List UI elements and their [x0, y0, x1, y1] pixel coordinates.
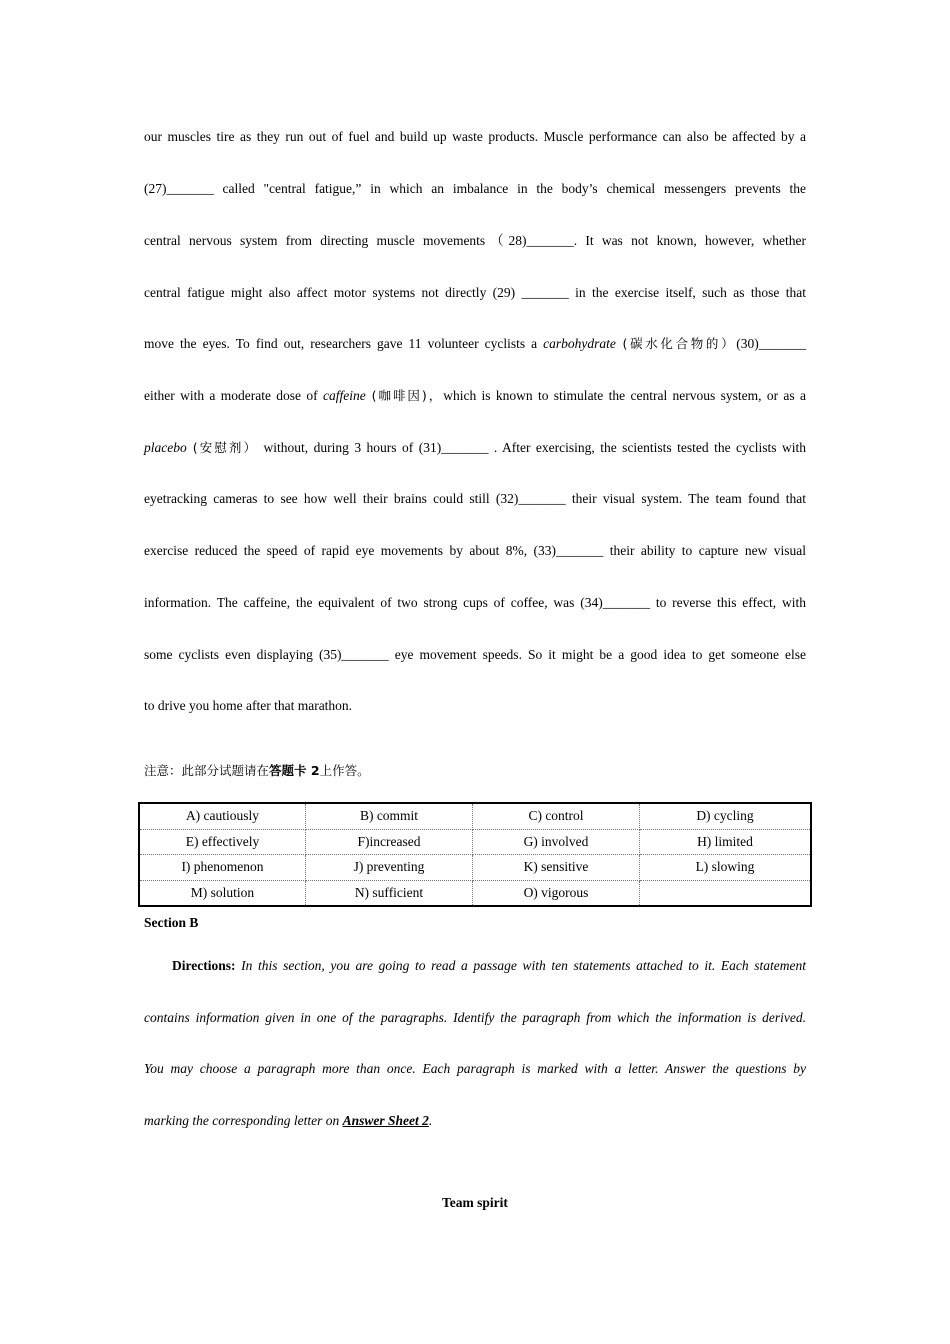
passage-line: to drive you home after that marathon.	[144, 698, 353, 713]
directions-label: Directions:	[172, 958, 236, 973]
word-option: L) slowing	[640, 855, 812, 881]
passage-line: central fatigue might also affect motor systems not directly (29) _______ in the exercise itself, such as those that	[144, 285, 806, 300]
passage-line: some cyclists even displaying (35)_______ eye movement speeds. So it might be a good idea to get someone else	[144, 647, 806, 662]
passage-line: information. The caffeine, the equivalent of two strong cups of coffee, was (34)_______ to reverse this effect, with	[144, 595, 806, 610]
directions-line	[144, 1112, 806, 1130]
chinese-gloss: (碳水化合物的）	[615, 336, 737, 351]
note-text: 上作答。	[319, 763, 370, 778]
passage-line: central nervous system from directing muscle movements（28)_______. It was not known, however, whether	[144, 233, 806, 248]
word-option: D) cycling	[640, 803, 812, 829]
passage-line	[144, 335, 806, 353]
passage-text: (30)_______	[736, 336, 806, 351]
word-option: K) sensitive	[473, 855, 640, 881]
directions-text: In this section, you are going to read a passage with ten statements attached to it. Each statement	[235, 958, 806, 973]
term-placebo: placebo	[144, 440, 187, 455]
table-row	[139, 855, 811, 881]
word-option: J) preventing	[306, 855, 473, 881]
section-heading: Section B	[144, 915, 199, 930]
passage-line: (27)_______ called "central fatigue,” in which an imbalance in the body’s chemical messengers prevents the	[144, 181, 806, 196]
passage-text: either with a moderate dose of	[144, 388, 318, 403]
word-option: I) phenomenon	[139, 855, 306, 881]
passage-text: without, during 3 hours of (31)_______ . After exercising, the scientists tested the cyclists with	[258, 440, 806, 455]
article-title: Team spirit	[442, 1195, 508, 1210]
directions-line	[144, 957, 806, 975]
passage-line: exercise reduced the speed of rapid eye movements by about 8%, (33)_______ their ability to capture new visual	[144, 543, 806, 558]
table-row	[139, 829, 811, 855]
word-option: N) sufficient	[306, 880, 473, 906]
table-row	[139, 803, 811, 829]
passage-line: eyetracking cameras to see how well their brains could still (32)_______ their visual system. The team found that	[144, 491, 806, 506]
passage-line: our muscles tire as they run out of fuel and build up waste products. Muscle performance can also be affected by a	[144, 129, 806, 144]
directions-text: .	[428, 1113, 433, 1128]
note-answer-card: 答题卡 2	[269, 763, 320, 778]
word-option: F)increased	[306, 829, 473, 855]
term-caffeine: caffeine	[322, 388, 366, 403]
word-bank-table	[138, 802, 812, 907]
word-option: C) control	[473, 803, 640, 829]
passage-text: move the eyes. To find out, researchers gave 11 volunteer cyclists a	[144, 336, 544, 351]
passage-line	[144, 439, 806, 457]
word-option: G) involved	[473, 829, 640, 855]
directions-text: marking the corresponding letter on	[144, 1113, 343, 1128]
word-option: E) effectively	[139, 829, 306, 855]
word-option-empty	[640, 880, 812, 906]
directions-line: You may choose a paragraph more than once. Each paragraph is marked with a letter. Answer the questions by	[144, 1061, 806, 1076]
answer-sheet-ref: Answer Sheet 2	[342, 1113, 429, 1128]
chinese-gloss: (咖啡因)，	[365, 388, 444, 403]
note-text: 注意：此部分试题请在	[144, 763, 270, 778]
passage-text: which is known to stimulate the central nervous system, or as a	[443, 388, 806, 403]
directions-line: contains information given in one of the paragraphs. Identify the paragraph from which the information is derived.	[144, 1010, 806, 1025]
table-row	[139, 880, 811, 906]
passage-line	[144, 387, 806, 405]
word-option: M) solution	[139, 880, 306, 906]
word-option: B) commit	[306, 803, 473, 829]
word-option: O) vigorous	[473, 880, 640, 906]
word-option: H) limited	[640, 829, 812, 855]
word-option: A) cautiously	[139, 803, 306, 829]
term-carbohydrate: carbohydrate	[543, 336, 616, 351]
chinese-gloss: (安慰剂）	[186, 440, 259, 455]
answer-note	[144, 762, 370, 780]
